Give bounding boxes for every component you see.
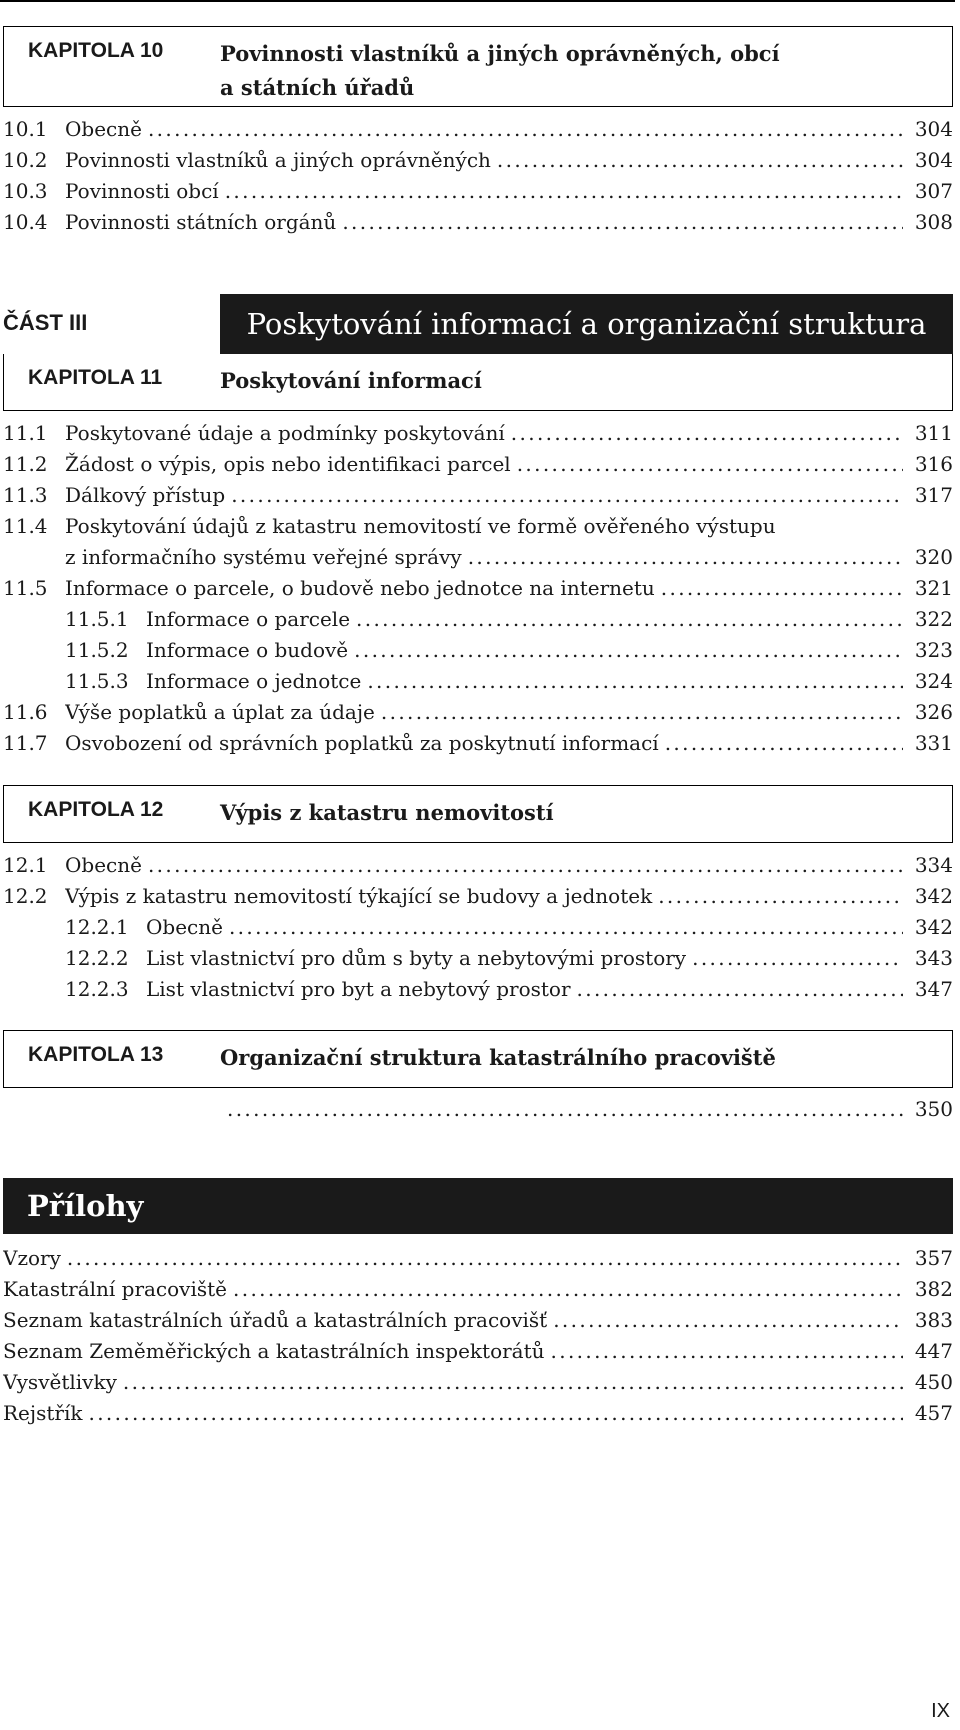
entry-page: 307 [905, 176, 953, 207]
entry-title: Obecně . . . [65, 850, 903, 881]
chapter-label: KAPITOLA 13 [28, 1043, 164, 1066]
entry-page: 317 [905, 480, 953, 511]
entry-number: 10.2 [3, 148, 48, 172]
chapter-title: Poskytování informací [220, 368, 482, 393]
entry-page: 323 [905, 635, 953, 666]
toc-entry[interactable] [3, 449, 953, 480]
entry-title: Poskytované údaje a podmínky poskytování . . . [65, 418, 903, 449]
toc-entry[interactable] [3, 1243, 953, 1274]
entry-page: 383 [905, 1305, 953, 1336]
toc-entry[interactable] [3, 1367, 953, 1398]
appendix-banner: Přílohy [3, 1178, 953, 1234]
entry-title: Vzory . . . [3, 1243, 903, 1274]
toc-entry[interactable] [3, 114, 953, 145]
entry-title: Osvobození od správních poplatků za poskytnutí informací . . . [65, 728, 903, 759]
entry-page: 450 [905, 1367, 953, 1398]
chapter-title: Organizační struktura katastrálního pracoviště [220, 1045, 776, 1070]
toc-entry[interactable] [3, 604, 953, 635]
toc-entry[interactable] [3, 480, 953, 511]
entry-page: 447 [905, 1336, 953, 1367]
chapter-label: KAPITOLA 10 [28, 39, 164, 62]
entry-page: 321 [905, 573, 953, 604]
chapter-title: Výpis z katastru nemovitostí [220, 800, 554, 825]
entry-page: 350 [905, 1094, 953, 1125]
entry-number: 12.1 [3, 853, 48, 877]
entry-title: Dálkový přístup . . . [65, 480, 903, 511]
entry-page: 342 [905, 881, 953, 912]
page-number: IX [931, 1700, 950, 1722]
entry-page: 304 [905, 145, 953, 176]
entry-page: 308 [905, 207, 953, 238]
entry-title [221, 1094, 903, 1125]
toc-entry[interactable] [3, 881, 953, 912]
entry-title: List vlastnictví pro dům s byty a nebytovými prostory . . . [146, 943, 903, 974]
entry-title: Informace o parcele, o budově nebo jednotce na internetu . . . [65, 573, 903, 604]
entry-number: 12.2.3 [65, 977, 129, 1001]
toc-entry[interactable] [3, 912, 953, 943]
chapter-12-header [3, 785, 953, 843]
entry-title: Povinnosti obcí . . . [65, 176, 903, 207]
entry-page: 457 [905, 1398, 953, 1429]
entry-number: 11.2 [3, 452, 48, 476]
toc-entry[interactable] [3, 635, 953, 666]
entry-title: Katastrální pracoviště . . . [3, 1274, 903, 1305]
entry-title-line1: Poskytování údajů z katastru nemovitostí ve formě ověřeného výstupu [65, 514, 776, 538]
chapter-title: Povinnosti vlastníků a jiných oprávněných, obcí a státních úřadů [220, 41, 780, 100]
entry-number: 11.5.2 [65, 638, 129, 662]
entry-title: Obecně . . . [65, 114, 903, 145]
toc-entry[interactable] [3, 943, 953, 974]
entry-title: Obecně . . . [146, 912, 903, 943]
entry-page: 322 [905, 604, 953, 635]
chapter-10-header [3, 26, 953, 107]
entry-title: Výše poplatků a úplat za údaje . . . [65, 697, 903, 728]
toc-entry[interactable] [3, 850, 953, 881]
entry-title: Povinnosti státních orgánů . . . [65, 207, 903, 238]
entry-number: 11.5 [3, 576, 48, 600]
entry-number: 12.2.1 [65, 915, 129, 939]
entry-title: z informačního systému veřejné správy . . . [65, 542, 903, 573]
entry-title: Rejstřík . . . [3, 1398, 903, 1429]
part-label: ČÁST III [3, 310, 88, 335]
entry-number: 11.5.3 [65, 669, 129, 693]
entry-number: 12.2 [3, 884, 48, 908]
entry-title: List vlastnictví pro byt a nebytový prostor . . . [146, 974, 903, 1005]
entry-number: 11.7 [3, 731, 48, 755]
toc-entry-first-line[interactable] [3, 511, 953, 542]
chapter-11-header [3, 354, 953, 411]
entry-number: 10.3 [3, 179, 48, 203]
toc-entry[interactable] [3, 1274, 953, 1305]
entry-title: Výpis z katastru nemovitostí týkající se budovy a jednotek . . . [65, 881, 903, 912]
entry-title: Informace o budově . . . [146, 635, 903, 666]
top-rule [0, 0, 955, 2]
toc-entry[interactable] [3, 666, 953, 697]
entry-page: 357 [905, 1243, 953, 1274]
entry-number: 10.4 [3, 210, 48, 234]
entry-page: 304 [905, 114, 953, 145]
toc-entry[interactable] [3, 974, 953, 1005]
chapter-label: KAPITOLA 11 [28, 366, 163, 389]
entry-number: 10.1 [3, 117, 48, 141]
toc-entry[interactable] [3, 145, 953, 176]
entry-number: 11.4 [3, 514, 48, 538]
toc-entry[interactable] [3, 176, 953, 207]
toc-entry[interactable] [3, 1336, 953, 1367]
entry-page: 324 [905, 666, 953, 697]
entry-page: 347 [905, 974, 953, 1005]
entry-title: Informace o parcele . . . [146, 604, 903, 635]
entry-page: 342 [905, 912, 953, 943]
entry-page: 311 [905, 418, 953, 449]
entry-title: Vysvětlivky . . . [3, 1367, 903, 1398]
toc-entry[interactable] [3, 1398, 953, 1429]
chapter-13-header [3, 1030, 953, 1088]
toc-entry[interactable] [3, 207, 953, 238]
entry-page: 320 [905, 542, 953, 573]
entry-number: 11.5.1 [65, 607, 129, 631]
toc-entry[interactable] [3, 728, 953, 759]
toc-entry[interactable] [3, 573, 953, 604]
entry-title: Žádost o výpis, opis nebo identifikaci parcel . . . [65, 449, 903, 480]
toc-entry[interactable] [3, 542, 953, 573]
entry-page: 343 [905, 943, 953, 974]
entry-number: 11.1 [3, 421, 48, 445]
entry-page: 382 [905, 1274, 953, 1305]
toc-entry[interactable] [3, 1305, 953, 1336]
toc-entry[interactable] [3, 418, 953, 449]
entry-page: 316 [905, 449, 953, 480]
entry-title: Povinnosti vlastníků a jiných oprávněných . . . [65, 145, 903, 176]
entry-page: 331 [905, 728, 953, 759]
entry-number: 12.2.2 [65, 946, 129, 970]
toc-entry[interactable] [3, 1094, 953, 1125]
entry-page: 326 [905, 697, 953, 728]
entry-title: Informace o jednotce . . . [146, 666, 903, 697]
toc-entry[interactable] [3, 697, 953, 728]
entry-title: Seznam Zeměměřických a katastrálních inspektorátů . . . [3, 1336, 903, 1367]
entry-page: 334 [905, 850, 953, 881]
entry-number: 11.3 [3, 483, 48, 507]
chapter-label: KAPITOLA 12 [28, 798, 164, 821]
entry-title: Seznam katastrálních úřadů a katastrálních pracovišť . . . [3, 1305, 903, 1336]
part-title-banner: Poskytování informací a organizační struktura [220, 294, 953, 354]
entry-number: 11.6 [3, 700, 48, 724]
